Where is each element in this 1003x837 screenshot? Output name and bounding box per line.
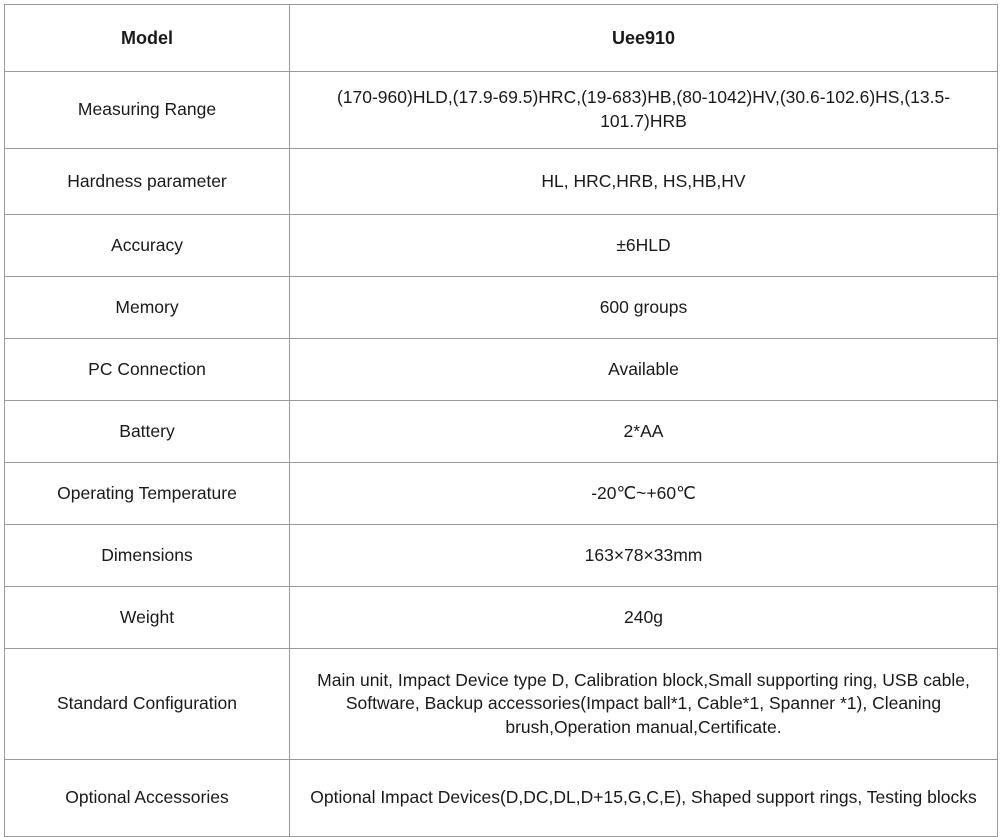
table-row xyxy=(5,401,998,463)
specification-table xyxy=(4,4,998,837)
row-value-optional-accessories: Optional Impact Devices(D,DC,DL,D+15,G,C,E), Shaped support rings, Testing blocks xyxy=(290,760,998,837)
row-label-hardness-parameter: Hardness parameter xyxy=(5,149,290,215)
row-value-standard-configuration: Main unit, Impact Device type D, Calibration block,Small supporting ring, USB cable, Software, Backup accessories(Impact ball*1, Cable*1, Spanner *1), Cleaning brush,Operation manual,Certificate. xyxy=(290,649,998,760)
row-value-hardness-parameter: HL, HRC,HRB, HS,HB,HV xyxy=(290,149,998,215)
table-row xyxy=(5,149,998,215)
row-label-memory: Memory xyxy=(5,277,290,339)
row-label-weight: Weight xyxy=(5,587,290,649)
row-label-pc-connection: PC Connection xyxy=(5,339,290,401)
row-label-optional-accessories: Optional Accessories xyxy=(5,760,290,837)
table-row xyxy=(5,649,998,760)
row-label-operating-temperature: Operating Temperature xyxy=(5,463,290,525)
table-row xyxy=(5,5,998,72)
row-value-dimensions: 163×78×33mm xyxy=(290,525,998,587)
row-label-dimensions: Dimensions xyxy=(5,525,290,587)
row-value-weight: 240g xyxy=(290,587,998,649)
row-label-battery: Battery xyxy=(5,401,290,463)
table-row xyxy=(5,463,998,525)
table-row xyxy=(5,215,998,277)
row-value-accuracy: ±6HLD xyxy=(290,215,998,277)
table-row xyxy=(5,587,998,649)
row-value-operating-temperature: -20℃~+60℃ xyxy=(290,463,998,525)
row-value-measuring-range: (170-960)HLD,(17.9-69.5)HRC,(19-683)HB,(80-1042)HV,(30.6-102.6)HS,(13.5-101.7)HRB xyxy=(290,72,998,149)
row-label-model: Model xyxy=(5,5,290,72)
table-row xyxy=(5,277,998,339)
row-value-model: Uee910 xyxy=(290,5,998,72)
table-row xyxy=(5,760,998,837)
table-row xyxy=(5,525,998,587)
table-row xyxy=(5,339,998,401)
row-label-accuracy: Accuracy xyxy=(5,215,290,277)
table-row xyxy=(5,72,998,149)
row-value-pc-connection: Available xyxy=(290,339,998,401)
row-value-memory: 600 groups xyxy=(290,277,998,339)
row-label-standard-configuration: Standard Configuration xyxy=(5,649,290,760)
row-label-measuring-range: Measuring Range xyxy=(5,72,290,149)
row-value-battery: 2*AA xyxy=(290,401,998,463)
